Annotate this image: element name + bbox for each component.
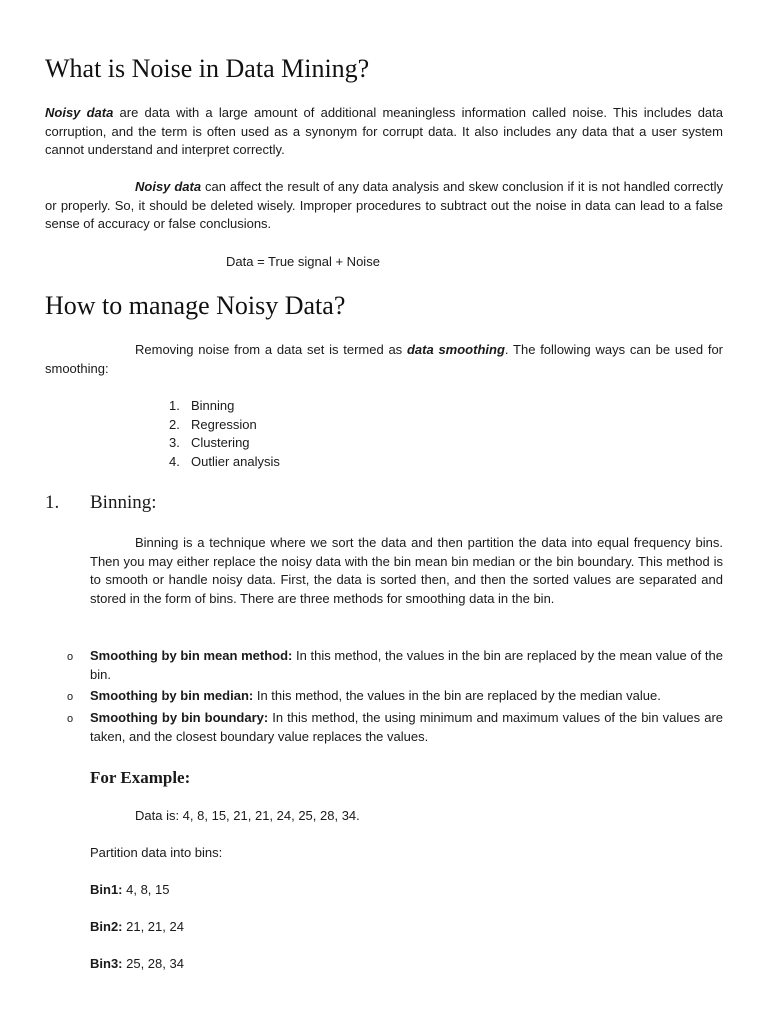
smoothing-ways-list: [169, 397, 280, 472]
formula-line: Data = True signal + Noise: [226, 254, 380, 269]
list-item: o Smoothing by bin mean method: In this method, the values in the bin are replaced by the mean value of the bin.: [67, 648, 723, 682]
heading-noise: What is Noise in Data Mining?: [45, 54, 370, 83]
partition-text: Partition data into bins:: [90, 845, 223, 860]
paragraph-noisy-data-effect: Noisy data can affect the result of any data analysis and skew conclusion if it is not handled correctly or properly. So, it should be deleted wisely. Improper procedures to subtract out the noise in data can lead to a false sense of accuracy or false conclusions.: [45, 179, 724, 232]
bullet-icon: o: [67, 651, 74, 663]
bin-row: Bin2: 21, 21, 24: [90, 919, 184, 934]
list-item: o Smoothing by bin boundary: In this method, the using minimum and maximum values of the bin values are taken, and the closest boundary value replaces the values.: [67, 710, 723, 744]
heading-binning: 1. Binning:: [45, 492, 157, 513]
term-noisy-data-2: Noisy data: [135, 179, 202, 194]
bullet-icon: o: [67, 713, 74, 726]
example-data-line: Data is: 4, 8, 15, 21, 21, 24, 25, 28, 34.: [135, 808, 360, 823]
list-item: 2. Regression: [169, 416, 257, 432]
bin-row: Bin3: 25, 28, 34: [90, 956, 184, 971]
paragraph-noisy-data-definition: Noisy data are data with a large amount of additional meaningless information called noise. This includes data corruption, and the term is often used as a synonym for corrupt data. It also includes any data that a user system cannot understand and interpret correctly.: [45, 105, 723, 158]
heading-for-example: For Example:: [90, 768, 191, 787]
binning-methods-list: [45, 647, 723, 750]
paragraph-data-smoothing: Removing noise from a data set is termed as data smoothing. The following ways can be used for smoothing:: [45, 342, 724, 376]
paragraph-binning: Binning is a technique where we sort the data and then partition the data into equal frequency bins. Then you may either replace the noisy data with the bin mean bin median or the bin boundary. This method is to smooth or handle noisy data. First, the data is sorted then, and then the sorted values are separated and stored in the form of bins. There are three methods for smoothing data in the bin.: [90, 535, 723, 607]
list-item: 1. Binning: [169, 398, 235, 413]
bin-row: Bin1: 4, 8, 15: [90, 882, 170, 897]
bullet-icon: o: [67, 691, 74, 704]
list-item: 4. Outlier analysis: [169, 454, 280, 470]
term-data-smoothing: data smoothing: [406, 342, 505, 357]
list-item: 3. Clustering: [169, 435, 250, 451]
term-noisy-data: Noisy data: [45, 105, 114, 120]
heading-manage-noisy-data: How to manage Noisy Data?: [45, 291, 346, 320]
list-item: o Smoothing by bin median: In this method, the values in the bin are replaced by the median value.: [45, 687, 723, 706]
